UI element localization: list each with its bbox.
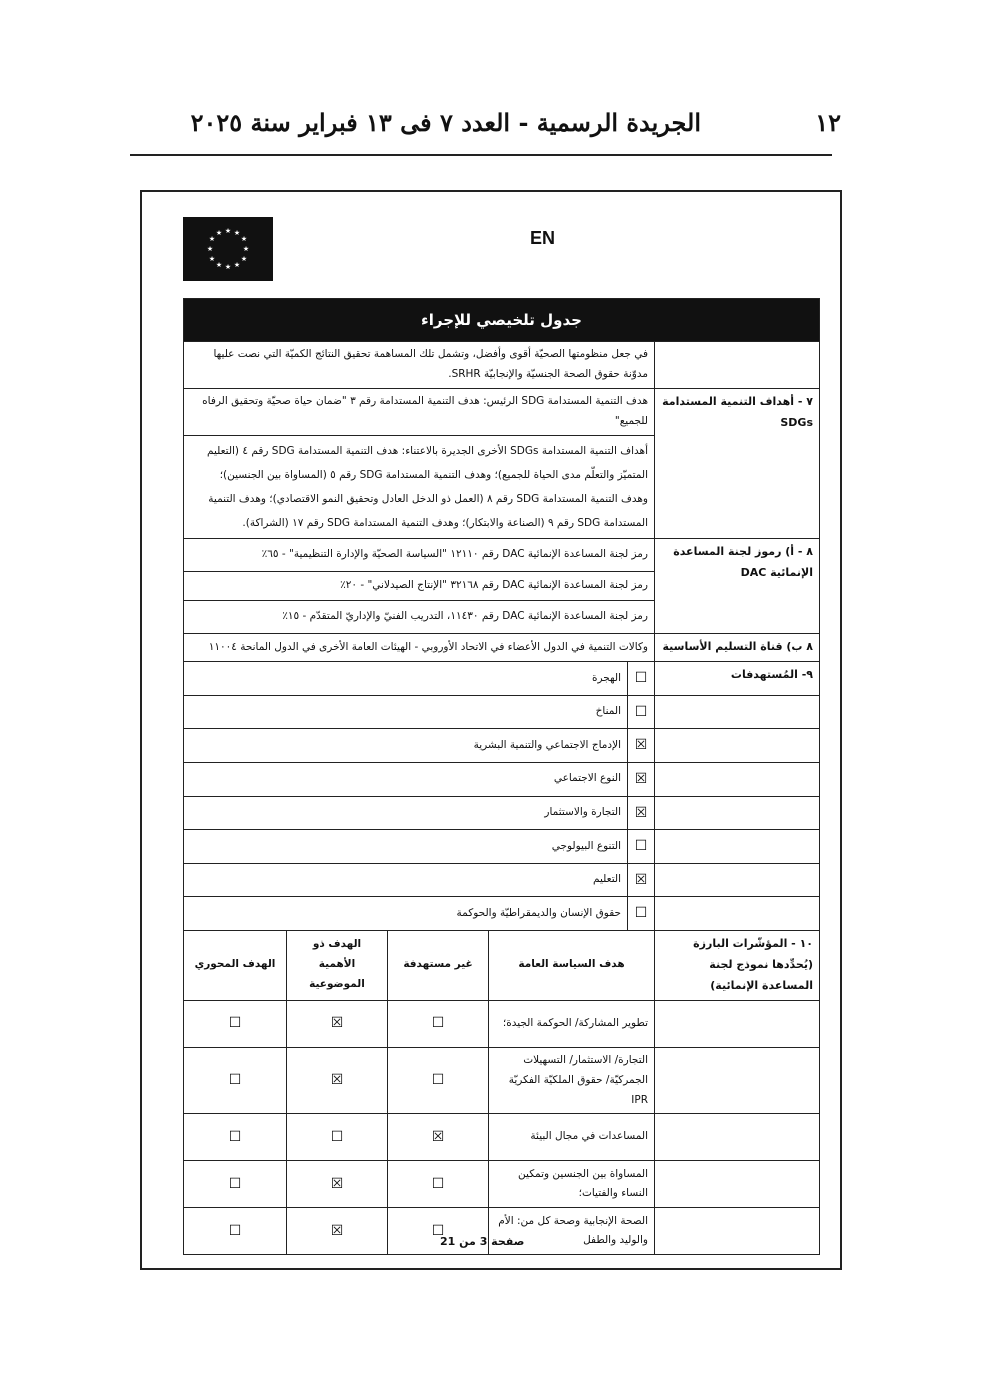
svg-text:★: ★ — [233, 261, 241, 269]
sdg-main: هدف التنمية المستدامة SDG الرئيس: هدف التنمية المستدامة رقم ٣ "ضمان حياة صحيّة وتحقيق الرفاه للجميع" — [184, 388, 655, 435]
svg-text:★: ★ — [206, 245, 214, 253]
action-summary-table — [183, 298, 820, 1255]
policy-objective: المساعدات في مجال البيئة — [489, 1114, 655, 1161]
principal-checkbox[interactable]: ☐ — [184, 1047, 287, 1114]
beneficiary-checkbox[interactable]: ☒ — [628, 729, 655, 763]
dac-label: ٨ - أ) رموز لجنة المساعدة الإنمائية DAC — [655, 539, 820, 634]
intro-text: في جعل منظومتها الصحيّة أقوى وأفضل، وتشمل تلك المساهمة تحقيق النتائج الكميّة التي نصت عليها مدوّنة حقوق الصحة الجنسيّة والإنجابيّة SRHR. — [184, 342, 655, 389]
policy-objective: تطوير المشاركة/ الحوكمة الجيدة؛ — [489, 1000, 655, 1047]
channel-value: وكالات التنمية في الدول الأعضاء في الاتحاد الأوروبي - الهيئات العامة الأخرى في الدول المانحة ١١٠٠٤ — [184, 634, 655, 662]
markers-label: ١٠ - المؤشّرات البارزة (يُحدِّدها نموذج لجنة المساعدة الإنمائية) — [655, 930, 820, 1000]
principal-checkbox[interactable]: ☐ — [184, 1114, 287, 1161]
svg-text:★: ★ — [224, 263, 232, 271]
beneficiary-label: النوع الاجتماعي — [184, 762, 628, 796]
beneficiary-row — [184, 662, 820, 696]
header-not-targeted: غير مستهدفة — [388, 930, 489, 1000]
beneficiary-row — [184, 729, 820, 763]
policy-objective: الصحة الإنجابية وصحة كل من: الأم والوليد والطفل — [489, 1208, 655, 1255]
svg-text:★: ★ — [208, 235, 216, 243]
page-number: ١٢ — [815, 108, 841, 137]
header-significant: الهدف ذو الأهمية الموضوعية — [287, 930, 388, 1000]
svg-text:★: ★ — [215, 261, 223, 269]
beneficiary-checkbox[interactable]: ☐ — [628, 897, 655, 931]
beneficiary-label: التنوع البيولوجي — [184, 830, 628, 864]
beneficiary-row — [184, 762, 820, 796]
beneficiary-checkbox[interactable]: ☒ — [628, 762, 655, 796]
beneficiary-label: التعليم — [184, 863, 628, 897]
beneficiary-row — [184, 863, 820, 897]
marker-row — [184, 1047, 820, 1114]
svg-text:★: ★ — [233, 229, 241, 237]
marker-row — [184, 1161, 820, 1208]
beneficiary-label: المناخ — [184, 695, 628, 729]
beneficiary-label: الهجرة — [184, 662, 628, 696]
beneficiary-row — [184, 830, 820, 864]
principal-checkbox[interactable]: ☐ — [184, 1161, 287, 1208]
not-targeted-checkbox[interactable]: ☐ — [388, 1047, 489, 1114]
significant-checkbox[interactable]: ☒ — [287, 1161, 388, 1208]
principal-checkbox[interactable]: ☐ — [184, 1208, 287, 1255]
beneficiaries-label: ٩- المُستهدفات — [655, 662, 820, 696]
policy-objective: التجارة/ الاستثمار/ التسهيلات الجمركيّة/ حقوق الملكيّة الفكريّة IPR — [489, 1047, 655, 1114]
dac-code: رمز لجنة المساعدة الإنمائية DAC رقم ٣٢١٦٨ "الإنتاج الصيدلاني" - ٢٠٪ — [184, 572, 655, 601]
principal-checkbox[interactable]: ☐ — [184, 1000, 287, 1047]
marker-row — [184, 1000, 820, 1047]
not-targeted-checkbox[interactable]: ☒ — [388, 1114, 489, 1161]
sdg-label: ٧ - أهداف التنمية المستدامة SDGs — [655, 388, 820, 538]
beneficiary-row — [184, 897, 820, 931]
beneficiary-checkbox[interactable]: ☐ — [628, 830, 655, 864]
significant-checkbox[interactable]: ☐ — [287, 1114, 388, 1161]
svg-text:★: ★ — [240, 255, 248, 263]
policy-objective: المساواة بين الجنسين وتمكين النساء والفتيات؛ — [489, 1161, 655, 1208]
significant-checkbox[interactable]: ☒ — [287, 1000, 388, 1047]
beneficiary-label: الإدماج الاجتماعي والتنمية البشرية — [184, 729, 628, 763]
beneficiary-checkbox[interactable]: ☐ — [628, 695, 655, 729]
beneficiary-checkbox[interactable]: ☒ — [628, 796, 655, 830]
significant-checkbox[interactable]: ☒ — [287, 1208, 388, 1255]
svg-text:★: ★ — [224, 227, 232, 235]
language-code: EN — [530, 228, 556, 248]
dac-code: رمز لجنة المساعدة الإنمائية DAC رقم ١١٤٣٠، التدريب الفنيّ والإداريّ المتقدّم - ١٥٪ — [184, 601, 655, 634]
gazette-title: الجريدة الرسمية - العدد ٧ فى ١٣ فبراير سنة ٢٠٢٥ — [190, 108, 701, 137]
svg-text:★: ★ — [240, 235, 248, 243]
beneficiary-row — [184, 796, 820, 830]
svg-text:★: ★ — [242, 245, 250, 253]
table-title: جدول تلخيصي للإجراء — [184, 299, 820, 342]
not-targeted-checkbox[interactable]: ☐ — [388, 1000, 489, 1047]
beneficiary-checkbox[interactable]: ☐ — [628, 662, 655, 696]
sdg-other: أهداف التنمية المستدامة SDGs الأخرى الجديرة بالاعتناء: هدف التنمية المستدامة SDG رقم ٤ (التعليم المتميّز والتعلّم مدى الحياة للجميع)؛ وهدف التنمية المستدامة SDG رقم ٥ (المساواة بين الجنسين)؛ وهدف التنمية المستدامة SDG رقم ٨ (العمل ذو الدخل العادل وتحقيق النمو الاقتصادي)؛ وهدف التنمية المستدامة SDG رقم ٩ (الصناعة والابتكار)؛ وهدف التنمية المستدامة SDG رقم ١٧ (الشراكة). — [184, 435, 655, 539]
channel-label: ٨ ب) قناة التسليم الأساسية — [655, 634, 820, 662]
marker-row — [184, 1114, 820, 1161]
eu-flag-icon — [183, 217, 273, 281]
dac-code: رمز لجنة المساعدة الإنمائية DAC رقم ١٢١١٠ "السياسة الصحيّة والإدارة التنظيمية" - ٦٥٪ — [184, 539, 655, 572]
svg-text:★: ★ — [208, 255, 216, 263]
beneficiary-label: التجارة والاستثمار — [184, 796, 628, 830]
svg-text:★: ★ — [215, 229, 223, 237]
page-footer: صفحة 3 من 21 — [440, 1235, 525, 1248]
header-principal: الهدف المحوري — [184, 930, 287, 1000]
not-targeted-checkbox[interactable]: ☐ — [388, 1161, 489, 1208]
header-divider — [130, 154, 832, 156]
significant-checkbox[interactable]: ☒ — [287, 1047, 388, 1114]
not-targeted-checkbox[interactable]: ☐ — [388, 1208, 489, 1255]
beneficiary-row — [184, 695, 820, 729]
header-policy: هدف السياسة العامة — [489, 930, 655, 1000]
beneficiary-label: حقوق الإنسان والديمقراطيّة والحوكمة — [184, 897, 628, 931]
beneficiary-checkbox[interactable]: ☒ — [628, 863, 655, 897]
